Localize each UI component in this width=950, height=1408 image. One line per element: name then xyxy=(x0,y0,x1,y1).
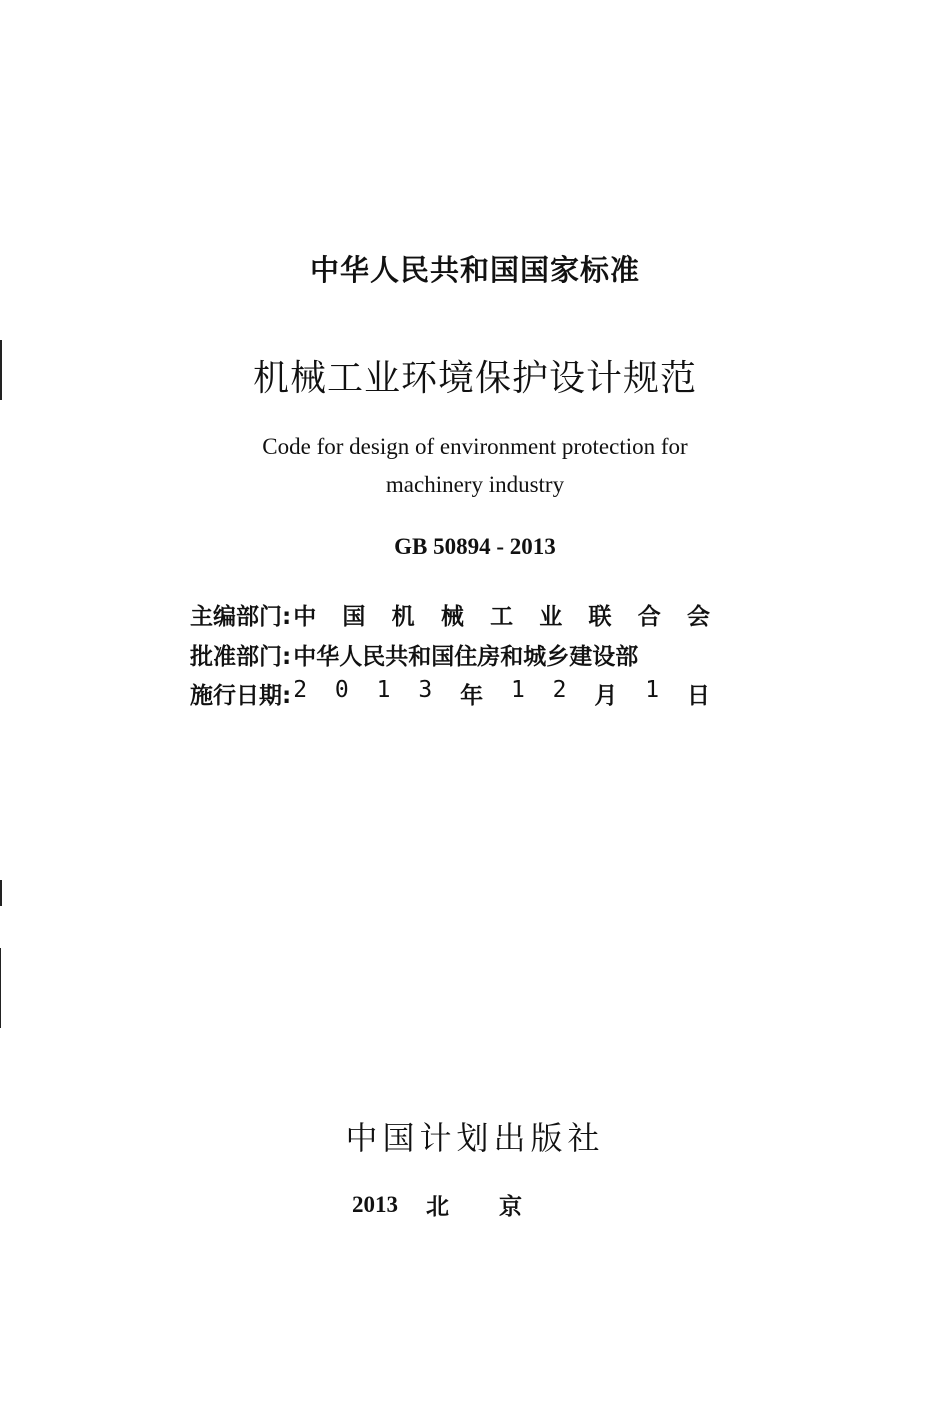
date-char: 1 xyxy=(510,677,525,703)
scan-edge-mark xyxy=(0,948,1,1028)
publication-year: 2013 xyxy=(352,1191,398,1217)
date-char: 2 xyxy=(293,677,308,703)
publication-line xyxy=(352,1188,572,1221)
editor-department-value xyxy=(293,598,710,631)
date-char: 1 xyxy=(376,677,391,703)
effective-date-label: 施行日期: xyxy=(190,683,292,709)
editor-char: 会 xyxy=(686,604,710,630)
scan-edge-mark xyxy=(0,880,2,906)
editor-char: 中 xyxy=(293,604,317,630)
editor-char: 联 xyxy=(588,604,612,630)
editor-char: 械 xyxy=(440,604,464,630)
effective-date-row xyxy=(190,677,710,710)
date-char: 0 xyxy=(334,677,349,703)
editor-char: 合 xyxy=(637,604,661,630)
publication-city: 北京 xyxy=(426,1194,572,1220)
title-en-line1: Code for design of environment protection for xyxy=(262,434,688,459)
date-char: 月 xyxy=(594,683,618,709)
national-standard-heading: 中华人民共和国国家标准 xyxy=(309,253,640,287)
document-title-cn: 机械工业环境保护设计规范 xyxy=(252,358,697,399)
approver-department-row xyxy=(190,638,710,671)
document-title-en xyxy=(0,428,950,504)
editor-char: 国 xyxy=(342,604,366,630)
approver-department-value: 中华人民共和国住房和城乡建设部 xyxy=(293,644,639,670)
title-en-line2: machinery industry xyxy=(385,472,565,497)
date-char: 年 xyxy=(460,683,484,709)
editor-char: 工 xyxy=(490,604,514,630)
editor-department-row xyxy=(190,598,710,631)
date-char: 日 xyxy=(686,683,710,709)
date-char: 1 xyxy=(645,677,660,703)
date-char: 2 xyxy=(552,677,567,703)
editor-char: 机 xyxy=(391,604,415,630)
effective-date-value xyxy=(293,677,710,710)
publisher-name: 中国计划出版社 xyxy=(345,1119,605,1157)
date-char: 3 xyxy=(418,677,433,703)
approver-department-label: 批准部门: xyxy=(190,644,292,670)
editor-department-label: 主编部门: xyxy=(190,604,292,630)
editor-char: 业 xyxy=(539,604,563,630)
standard-code: GB 50894 - 2013 xyxy=(394,534,556,559)
